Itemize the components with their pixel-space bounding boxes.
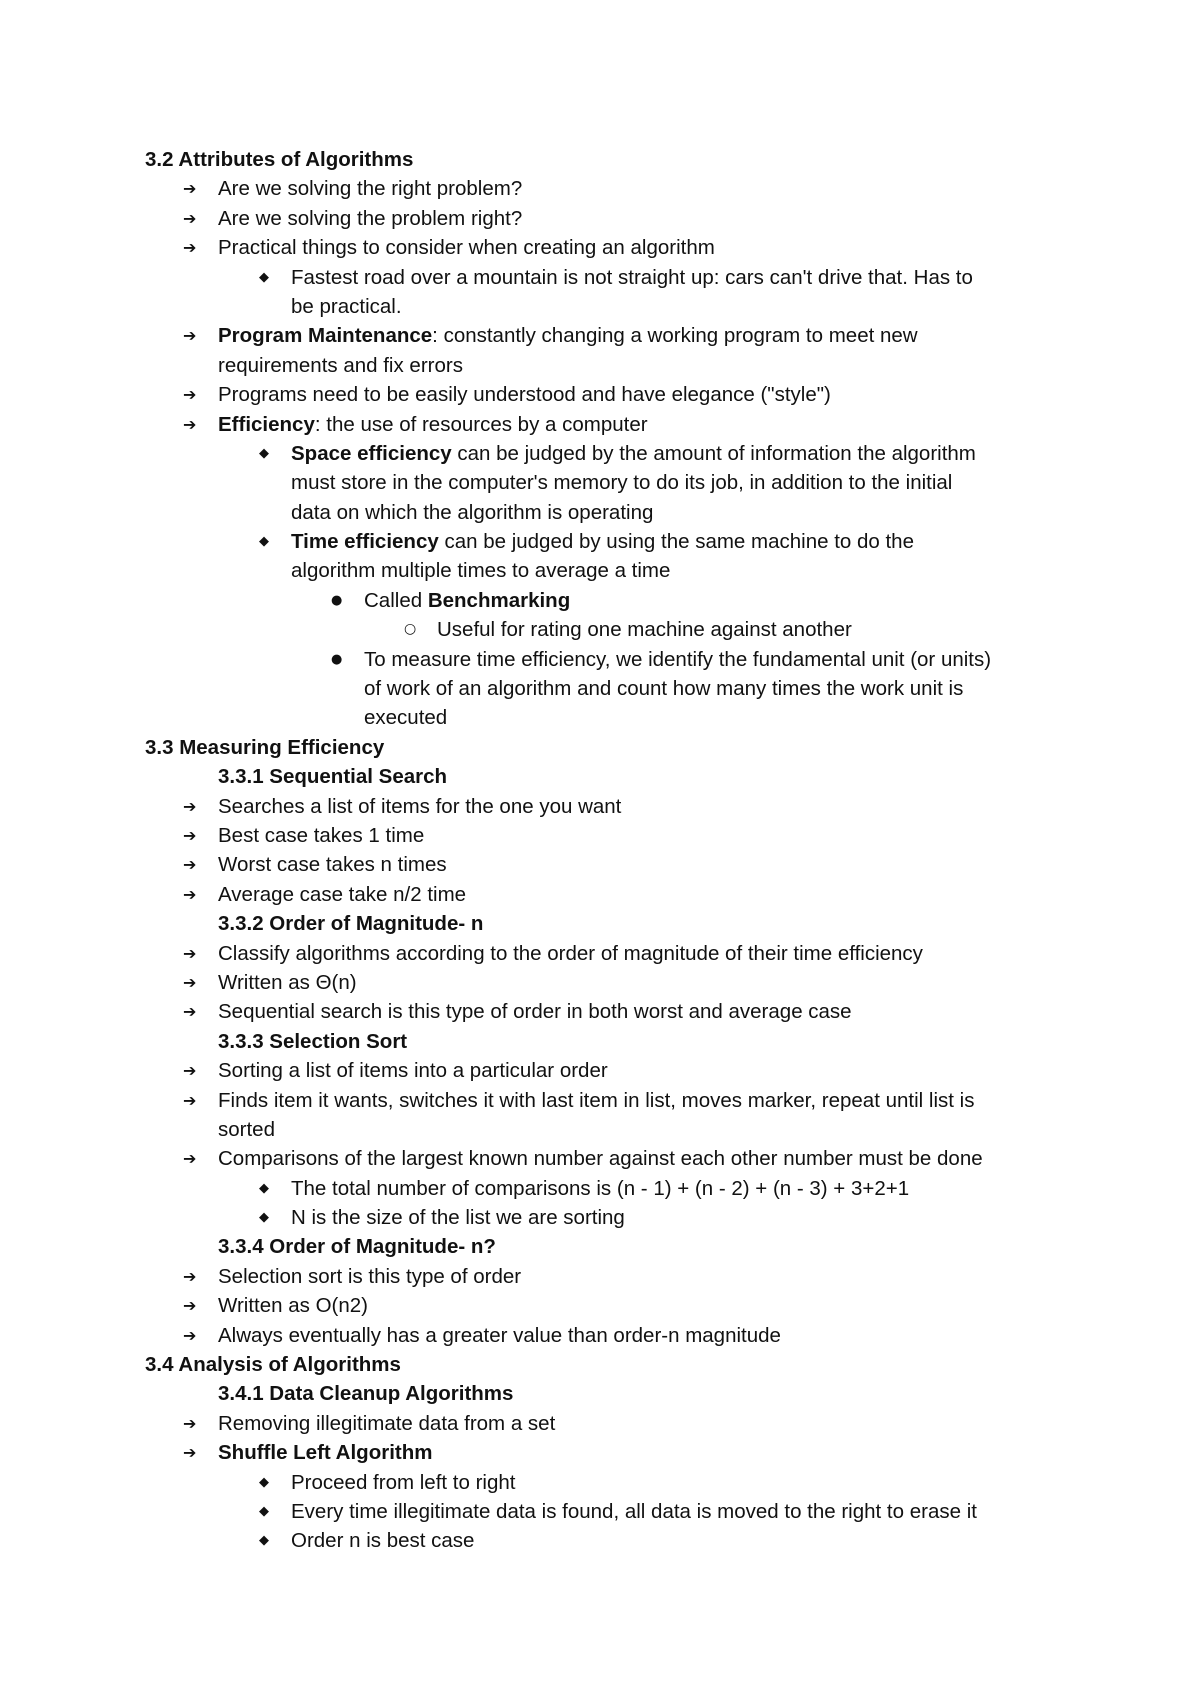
arrow-bullet-icon: ➔: [183, 943, 197, 963]
arrow-bullet-icon: ➔: [183, 238, 197, 258]
arrow-bullet-icon: ➔: [183, 414, 197, 434]
bold-term: Space efficiency: [291, 441, 452, 465]
diamond-bullet-icon: ◆: [259, 1503, 269, 1519]
subsection-heading: [145, 1379, 1145, 1408]
item-text: algorithm multiple times to average a time: [291, 559, 671, 583]
item-text: Practical things to consider when creating an algorithm: [218, 236, 715, 260]
arrow-bullet-icon: ➔: [183, 796, 197, 816]
item-text: Selection sort is this type of order: [218, 1264, 522, 1288]
item-text: Fastest road over a mountain is not straight up: cars can't drive that. Has to: [291, 265, 973, 289]
section-heading: [145, 1350, 1145, 1379]
arrow-bullet-icon: ➔: [183, 1090, 197, 1110]
item-text: can be judged by the amount of information the algorithm: [451, 441, 976, 465]
list-item: [145, 263, 1145, 292]
item-text: data on which the algorithm is operating: [291, 500, 654, 524]
item-text: To measure time efficiency, we identify the fundamental unit (or units): [364, 647, 992, 671]
arrow-bullet-icon: ➔: [183, 1413, 197, 1433]
arrow-bullet-icon: ➔: [183, 1325, 197, 1345]
arrow-bullet-icon: ➔: [183, 1061, 197, 1081]
heading-text: 3.3 Measuring Efficiency: [145, 735, 385, 759]
arrow-bullet-icon: ➔: [183, 825, 197, 845]
item-text: must store in the computer's memory to do its job, in addition to the initial: [291, 471, 953, 495]
list-item: [145, 968, 1145, 997]
item-text: Sorting a list of items into a particular order: [218, 1059, 608, 1083]
arrow-bullet-icon: ➔: [183, 208, 197, 228]
subsection-heading: [145, 1232, 1145, 1261]
arrow-bullet-icon: ➔: [183, 1296, 197, 1316]
heading-text: 3.4 Analysis of Algorithms: [145, 1353, 401, 1377]
list-item: [145, 880, 1145, 909]
item-text: Removing illegitimate data from a set: [218, 1411, 556, 1435]
list-item: [145, 1409, 1145, 1438]
item-text: Searches a list of items for the one you want: [218, 794, 622, 818]
list-item: [145, 1291, 1145, 1320]
arrow-bullet-icon: ➔: [183, 884, 197, 904]
subsection-heading: [145, 909, 1145, 938]
arrow-bullet-icon: ➔: [183, 855, 197, 875]
bold-term: Shuffle Left Algorithm: [218, 1441, 433, 1465]
list-item: [145, 410, 1145, 439]
list-item: [145, 1174, 1145, 1203]
item-text: executed: [364, 706, 448, 730]
dot-bullet-icon: ●: [331, 651, 343, 667]
item-text: Called: [364, 588, 428, 612]
dot-bullet-icon: ●: [331, 592, 343, 608]
list-item: [145, 1468, 1145, 1497]
item-text: Always eventually has a greater value than order-n magnitude: [218, 1323, 781, 1347]
list-item: [145, 439, 1145, 468]
arrow-bullet-icon: ➔: [183, 1149, 197, 1169]
item-text: be practical.: [291, 294, 402, 318]
item-text: requirements and fix errors: [218, 353, 463, 377]
section-heading: [145, 733, 1145, 762]
bold-term: Program Maintenance: [218, 324, 433, 348]
subsection-heading: [145, 1027, 1145, 1056]
item-text: sorted: [218, 1117, 275, 1141]
item-text: Worst case takes n times: [218, 853, 447, 877]
list-item: [145, 1086, 1145, 1115]
list-item: [145, 645, 1145, 674]
item-text: Comparisons of the largest known number against each other number must be done: [218, 1147, 983, 1171]
list-item: [145, 850, 1145, 879]
item-text: Order n is best case: [291, 1529, 475, 1553]
item-text: Are we solving the problem right?: [218, 206, 523, 230]
list-item: [145, 380, 1145, 409]
list-item: [145, 498, 1145, 527]
list-item: [145, 792, 1145, 821]
arrow-bullet-icon: ➔: [183, 1266, 197, 1286]
list-item: [145, 1321, 1145, 1350]
list-item: [145, 1144, 1145, 1173]
document-page: [145, 145, 1145, 1556]
item-text: Classify algorithms according to the order of magnitude of their time efficiency: [218, 941, 923, 965]
list-item: [145, 556, 1145, 585]
arrow-bullet-icon: ➔: [183, 1002, 197, 1022]
item-text: : constantly changing a working program to meet new: [432, 324, 918, 348]
item-text: Best case takes 1 time: [218, 823, 425, 847]
arrow-bullet-icon: ➔: [183, 972, 197, 992]
arrow-bullet-icon: ➔: [183, 385, 197, 405]
list-item: [145, 1115, 1145, 1144]
list-item: [145, 674, 1145, 703]
list-item: [145, 1497, 1145, 1526]
list-item: [145, 351, 1145, 380]
list-item: [145, 1526, 1145, 1555]
item-text: Proceed from left to right: [291, 1470, 516, 1494]
list-item: [145, 1056, 1145, 1085]
heading-text: 3.3.2 Order of Magnitude- n: [218, 912, 484, 936]
subsection-heading: [145, 762, 1145, 791]
diamond-bullet-icon: ◆: [259, 1180, 269, 1196]
list-item: [145, 615, 1145, 644]
list-item: [145, 586, 1145, 615]
arrow-bullet-icon: ➔: [183, 1443, 197, 1463]
item-text: of work of an algorithm and count how many times the work unit is: [364, 677, 964, 701]
diamond-bullet-icon: ◆: [259, 1533, 269, 1549]
item-text: Written as Θ(n): [218, 970, 357, 994]
list-item: [145, 527, 1145, 556]
item-text: : the use of resources by a computer: [314, 412, 648, 436]
bold-term: Efficiency: [218, 412, 315, 436]
list-item: [145, 703, 1145, 732]
list-item: [145, 997, 1145, 1026]
item-text: Every time illegitimate data is found, all data is moved to the right to erase it: [291, 1499, 977, 1523]
list-item: [145, 821, 1145, 850]
bold-term: Benchmarking: [427, 588, 571, 612]
list-item: [145, 468, 1145, 497]
list-item: [145, 204, 1145, 233]
heading-text: 3.3.3 Selection Sort: [218, 1029, 408, 1053]
heading-text: 3.4.1 Data Cleanup Algorithms: [218, 1382, 514, 1406]
item-text: Are we solving the right problem?: [218, 177, 523, 201]
diamond-bullet-icon: ◆: [259, 269, 269, 285]
diamond-bullet-icon: ◆: [259, 1210, 269, 1226]
diamond-bullet-icon: ◆: [259, 1474, 269, 1490]
list-item: [145, 292, 1145, 321]
list-item: [145, 321, 1145, 350]
item-text: Average case take n/2 time: [218, 882, 467, 906]
item-text: Sequential search is this type of order in both worst and average case: [218, 1000, 852, 1024]
heading-text: 3.3.4 Order of Magnitude- n?: [218, 1235, 496, 1259]
arrow-bullet-icon: ➔: [183, 326, 197, 346]
item-text: Written as O(n2): [218, 1294, 368, 1318]
item-text: Programs need to be easily understood and have elegance ("style"): [218, 383, 831, 407]
list-item: [145, 1203, 1145, 1232]
list-item: [145, 1438, 1145, 1467]
item-text: Useful for rating one machine against another: [437, 618, 852, 642]
item-text: can be judged by using the same machine to do the: [438, 530, 914, 554]
list-item: [145, 939, 1145, 968]
list-item: [145, 233, 1145, 262]
item-text: Finds item it wants, switches it with last item in list, moves marker, repeat until list is: [218, 1088, 975, 1112]
list-item: [145, 174, 1145, 203]
diamond-bullet-icon: ◆: [259, 445, 269, 461]
item-text: The total number of comparisons is (n - 1) + (n - 2) + (n - 3) + 3+2+1: [291, 1176, 910, 1200]
list-item: [145, 1262, 1145, 1291]
diamond-bullet-icon: ◆: [259, 534, 269, 550]
heading-text: 3.2 Attributes of Algorithms: [145, 148, 414, 171]
circle-bullet-icon: ○: [404, 621, 417, 638]
arrow-bullet-icon: ➔: [183, 179, 197, 199]
heading-text: 3.3.1 Sequential Search: [218, 765, 448, 789]
item-text: N is the size of the list we are sorting: [291, 1206, 625, 1230]
section-heading: [145, 145, 1145, 174]
bold-term: Time efficiency: [291, 530, 439, 554]
